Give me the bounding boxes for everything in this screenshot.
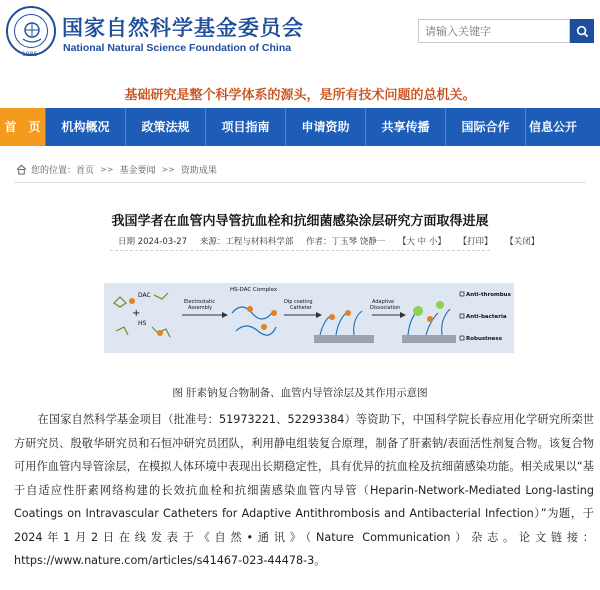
catheter-label: Catheter	[290, 305, 312, 311]
chevron-right-icon: >>	[100, 165, 114, 174]
article-source: 来源：工程与材料科学部	[199, 237, 294, 247]
logo-year: 1986	[22, 51, 38, 58]
print-link[interactable]: 【打印】	[458, 237, 493, 247]
article-body: 在国家自然科学基金项目（批准号：51973221、52293384）等资助下，中国科学院长春应用化学研究所栾世方研究员、殷敬华研究员和石恒冲研究员团队，利用静电组装复合原理，制备了肝素钠/表面活性剂复合物。该复合物可用作血管内导管涂层，在模拟人体环境中表现出长期稳定性，具有优异的抗血栓及抗细菌感染功能。相关成果以“基于自适应性肝素网络构建的长效抗血栓和抗细菌感染血管内导管（Heparin-Network-Mediated Long-lasting Coatings on Intravascular Catheters for Adaptive Antithrombosis and Antibacterial Infection）”为题，于2024年1月2日在线发表于《自然•通讯》（Nature Communication）杂志。论文链接：https://www.nature.com/articles/s41467-023-44478-3。	[14, 413, 594, 567]
breadcrumb-item-home[interactable]: 首页	[76, 166, 95, 176]
nav-item-share[interactable]: 共享传播	[366, 108, 446, 146]
nav-item-policy[interactable]: 政策法规	[126, 108, 206, 146]
breadcrumb-item-news[interactable]: 基金要闻	[119, 166, 156, 176]
article-meta	[118, 235, 549, 247]
org-name-cn[interactable]: 国家自然科学基金委员会	[62, 16, 304, 40]
article-title: 我国学者在血管内导管抗血栓和抗细菌感染涂层研究方面取得进展	[111, 214, 489, 229]
breadcrumb	[16, 163, 217, 176]
logo-emblem-icon	[14, 14, 48, 48]
assembly-label: Assembly	[188, 305, 213, 311]
search-input[interactable]	[418, 19, 570, 43]
anti-bacteria-label: Anti-bacteria	[466, 314, 507, 320]
home-icon	[16, 164, 27, 175]
search-box	[418, 19, 594, 43]
article-figure	[104, 283, 514, 353]
adaptive-label: Adaptive	[372, 299, 395, 305]
org-name-en: National Natural Science Foundation of China	[63, 42, 292, 54]
nav-item-international[interactable]: 国际合作	[446, 108, 526, 146]
divider	[110, 250, 490, 251]
search-icon	[576, 25, 589, 38]
nsfc-logo-seal[interactable]	[6, 6, 56, 56]
svg-text:+: +	[132, 308, 141, 319]
close-link[interactable]: 【关闭】	[505, 237, 540, 247]
electrostatic-label: Electrostatic	[184, 299, 216, 305]
main-nav	[0, 108, 600, 146]
nav-item-apply[interactable]: 申请资助	[286, 108, 366, 146]
article-author: 作者：丁玉琴 饶静一	[306, 237, 386, 247]
divider	[14, 182, 586, 183]
robustness-label: Robustness	[466, 336, 502, 342]
chevron-right-icon: >>	[161, 165, 175, 174]
figure-caption: 图 肝素钠复合物制备、血管内导管涂层及其作用示意图	[172, 387, 428, 399]
breadcrumb-prefix: 您的位置：	[31, 166, 77, 176]
nav-item-home[interactable]: 首 页	[0, 108, 46, 146]
nav-item-disclosure[interactable]: 信息公开	[528, 120, 577, 134]
dissociation-label: Dissociation	[370, 305, 401, 311]
breadcrumb-item-results[interactable]: 资助成果	[180, 166, 217, 176]
nav-item-about[interactable]: 机构概况	[46, 108, 126, 146]
article-date: 日期 2024-03-27	[118, 237, 188, 247]
font-size-control[interactable]: 【大 中 小】	[397, 237, 446, 247]
heparin-coating-diagram	[104, 283, 514, 353]
search-button[interactable]	[570, 19, 594, 43]
dip-coating-label: Dip coating	[284, 299, 313, 305]
site-header	[0, 0, 600, 78]
hs-label: HS	[138, 320, 147, 327]
dac-label: DAC	[138, 292, 151, 299]
complex-label: HS-DAC Complex	[230, 287, 278, 293]
anti-thrombus-label: Anti-thrombus	[466, 292, 511, 298]
slogan: 基础研究是整个科学体系的源头，是所有技术问题的总机关。	[124, 88, 476, 103]
nav-item-guide[interactable]: 项目指南	[206, 108, 286, 146]
